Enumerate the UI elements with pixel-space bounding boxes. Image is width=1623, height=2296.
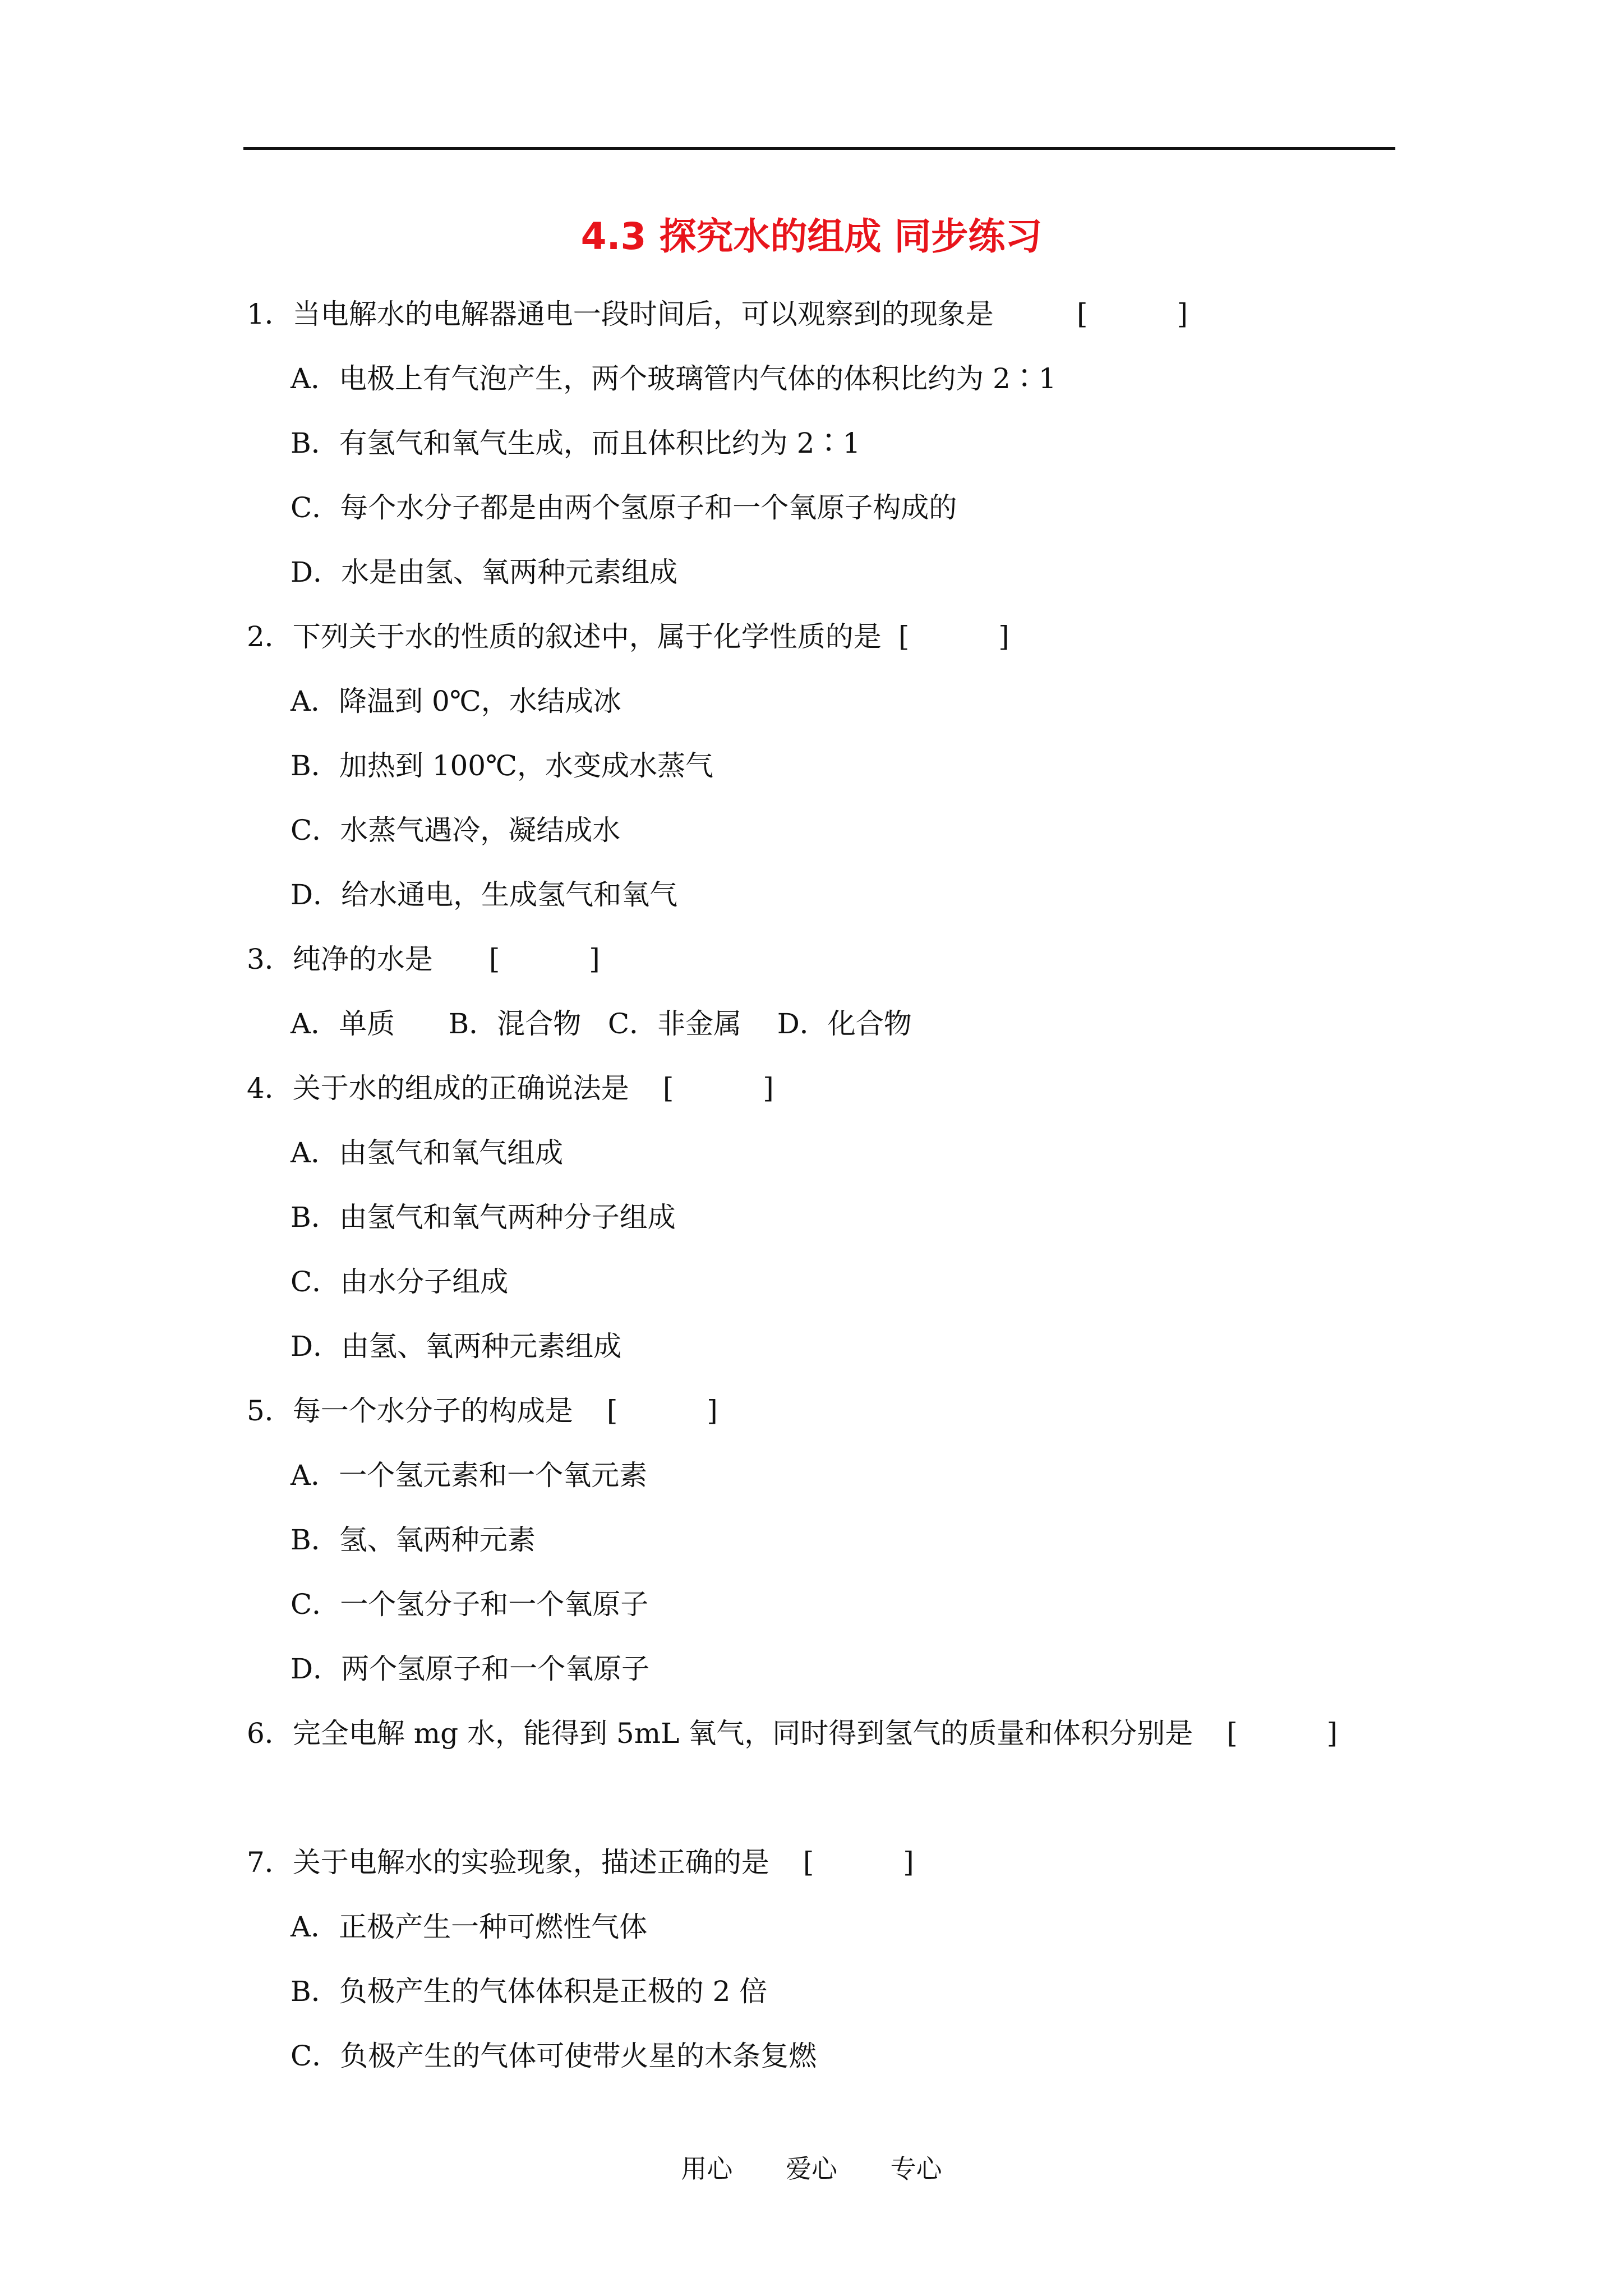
question-stem-text: 6．完全电解 mg 水，能得到 5mL 氧气，同时得到氢气的质量和体积分别是 — [247, 1717, 1193, 1750]
question-7-stem — [247, 1846, 914, 1879]
answer-bracket: [ ] — [606, 1395, 718, 1427]
question-2-stem — [247, 620, 1009, 654]
question-4-option-c: C．由水分子组成 — [291, 1266, 509, 1298]
question-7-option-b: B．负极产生的气体体积是正极的 2 倍 — [291, 1975, 768, 2008]
question-stem-text: 2．下列关于水的性质的叙述中，属于化学性质的是 — [247, 620, 882, 653]
answer-bracket: [ ] — [803, 1846, 914, 1879]
question-1-option-c: C．每个水分子都是由两个氢原子和一个氧原子构成的 — [291, 491, 957, 524]
question-7-option-a: A．正极产生一种可燃性气体 — [291, 1911, 648, 1943]
question-stem-text: 5．每一个水分子的构成是 — [247, 1395, 573, 1427]
question-2-option-b: B．加热到 100℃，水变成水蒸气 — [291, 749, 714, 782]
answer-bracket: [ ] — [488, 943, 600, 976]
question-stem-text: 4．关于水的组成的正确说法是 — [247, 1072, 629, 1105]
question-4-option-d: D．由氢、氧两种元素组成 — [291, 1330, 622, 1363]
header-rule — [243, 147, 1395, 150]
question-1-stem — [247, 297, 1188, 331]
question-5-option-a: A．一个氢元素和一个氧元素 — [291, 1459, 648, 1492]
question-2-option-c: C．水蒸气遇冷，凝结成水 — [291, 814, 621, 846]
question-3-stem — [247, 942, 600, 976]
question-5-stem — [247, 1394, 718, 1428]
question-5-option-b: B．氢、氧两种元素 — [291, 1524, 536, 1556]
question-2-option-d: D．给水通电，生成氢气和氧气 — [291, 878, 678, 911]
question-stem-text: 1．当电解水的电解器通电一段时间后，可以观察到的现象是 — [247, 298, 994, 330]
footer-word: 专心 — [890, 2154, 942, 2184]
question-6-stem — [247, 1717, 1338, 1750]
page-title: 4.3 探究水的组成 同步练习 — [580, 215, 1043, 258]
question-1-option-a: A．电极上有气泡产生，两个玻璃管内气体的体积比约为 2∶1 — [291, 362, 1057, 395]
answer-bracket: [ ] — [1227, 1717, 1338, 1750]
question-1-option-b: B．有氢气和氧气生成，而且体积比约为 2∶1 — [291, 427, 861, 459]
question-4-option-a: A．由氢气和氧气组成 — [291, 1137, 564, 1169]
question-5-option-d: D．两个氢原子和一个氧原子 — [291, 1653, 650, 1685]
page-footer — [0, 2148, 1623, 2185]
answer-bracket: [ ] — [898, 620, 1009, 653]
question-4-option-b: B．由氢气和氧气两种分子组成 — [291, 1201, 676, 1234]
answer-bracket: [ ] — [662, 1072, 774, 1105]
question-1-option-d: D．水是由氢、氧两种元素组成 — [291, 556, 678, 588]
question-3-options: A．单质 B．混合物 C．非金属 D．化合物 — [291, 1007, 912, 1040]
question-stem-text: 3．纯净的水是 — [247, 943, 433, 976]
question-5-option-c: C．一个氢分子和一个氧原子 — [291, 1588, 649, 1621]
answer-bracket: [ ] — [1077, 298, 1188, 330]
footer-word: 爱心 — [786, 2154, 837, 2184]
footer-word: 用心 — [681, 2154, 733, 2184]
question-stem-text: 7．关于电解水的实验现象，描述正确的是 — [247, 1846, 769, 1879]
question-7-option-c: C．负极产生的气体可使带火星的木条复燃 — [291, 2040, 817, 2072]
question-4-stem — [247, 1071, 774, 1105]
question-2-option-a: A．降温到 0℃，水结成冰 — [291, 685, 621, 717]
